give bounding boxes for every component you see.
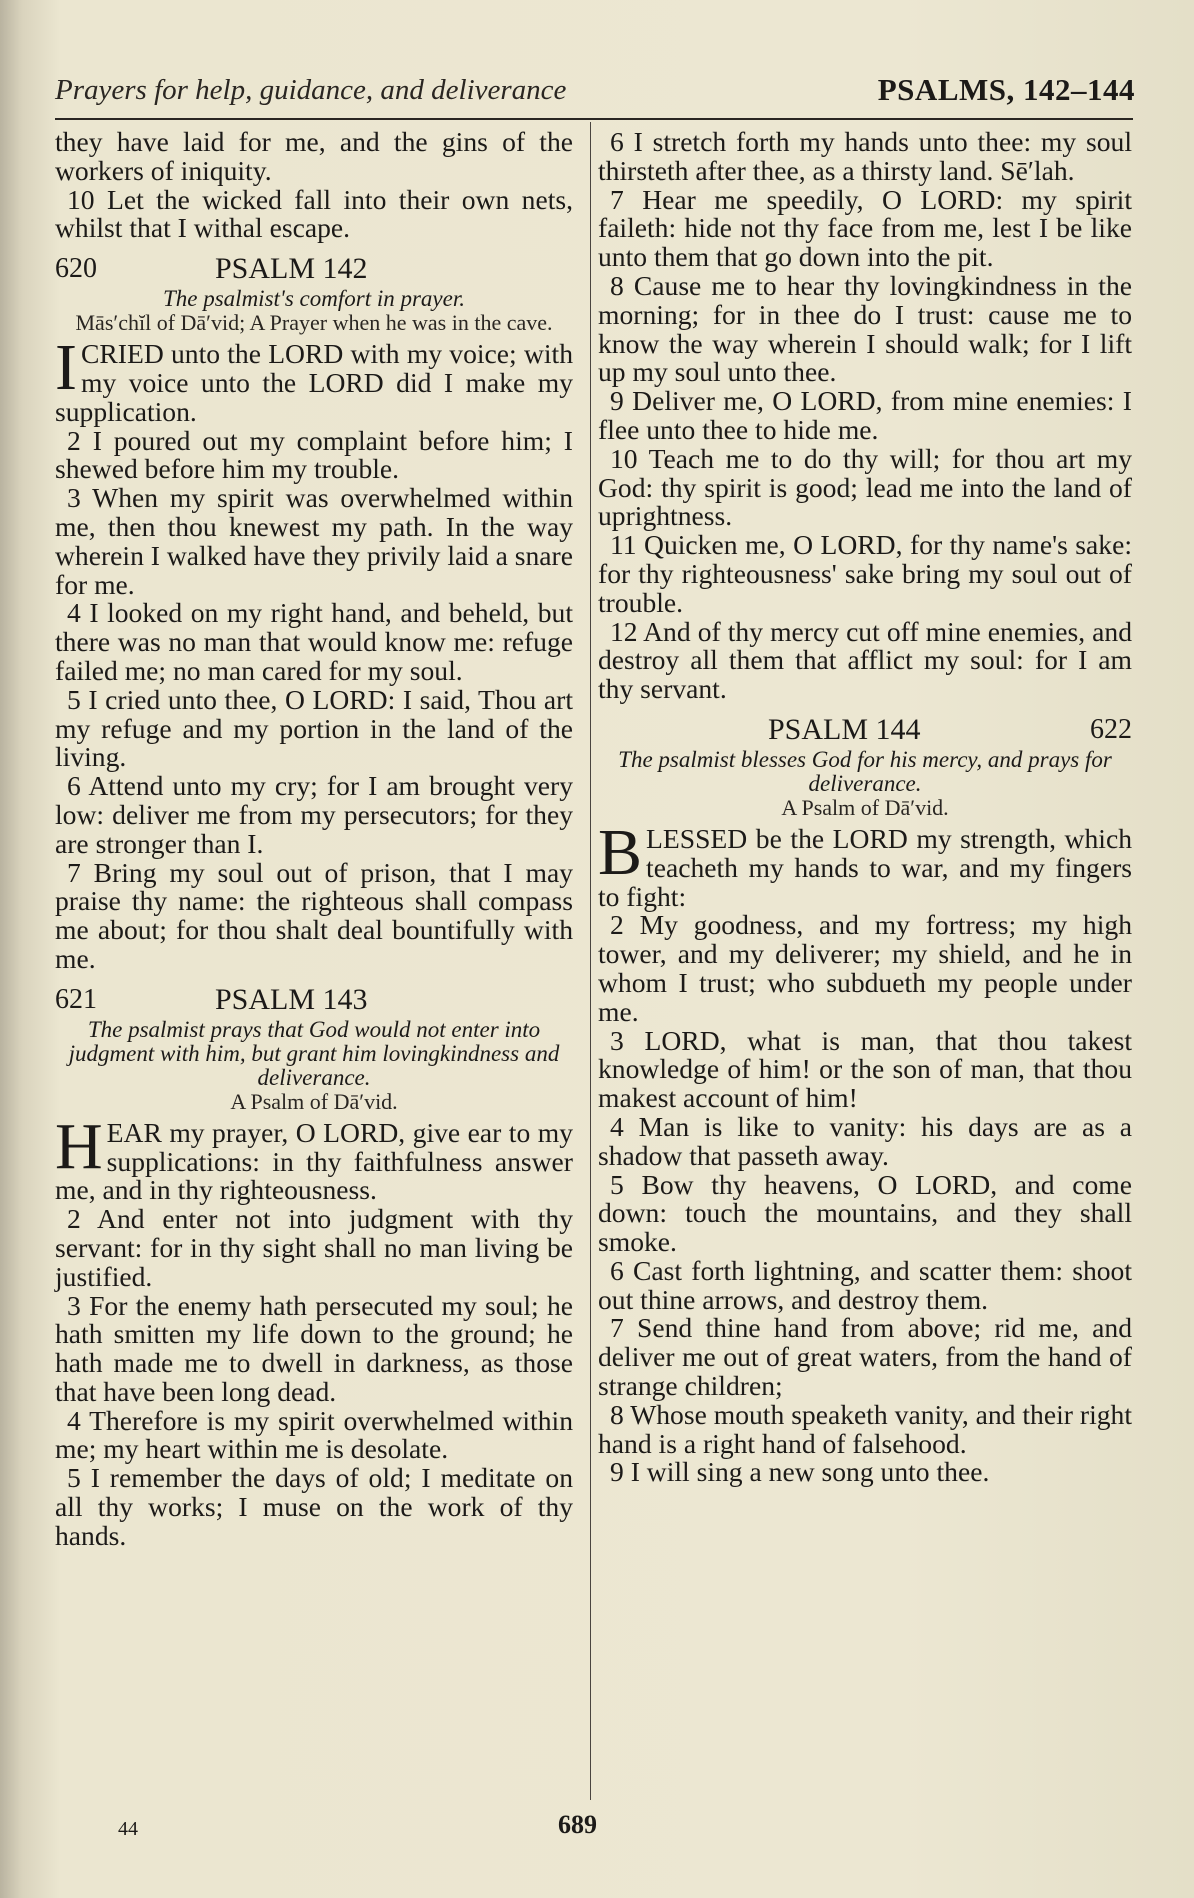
- page-footer: [0, 1810, 1194, 1850]
- verse: 9 Deliver me, O LORD, from mine enemies: I flee unto thee to hide me.: [598, 385, 1132, 445]
- verse: 10 Let the wicked fall into their own nets, whilst that I withal escape.: [55, 183, 573, 244]
- hymn-number: 621: [55, 983, 97, 1015]
- verse: 4 I looked on my right hand, and beheld, but there was no man that would know me: refuge failed me; no man cared for my soul.: [55, 597, 573, 686]
- verse: 2 And enter not into judgment with thy servant: for in thy sight shall no man living be justified.: [55, 1203, 573, 1292]
- verse: 2 I poured out my complaint before him; I shewed before him my trouble.: [55, 424, 573, 485]
- psalm-143-heading: [55, 982, 573, 1018]
- verse: 6 Attend unto my cry; for I am brought very low: deliver me from my persecutors; for they are stronger than I.: [55, 770, 573, 859]
- hymn-number: 622: [1090, 713, 1132, 745]
- psalm-summary: The psalmist's comfort in prayer.: [162, 286, 465, 312]
- verse: 6 Cast forth lightning, and scatter them: shoot out thine arrows, and destroy them.: [598, 1254, 1132, 1315]
- verse: 3 LORD, what is man, that thou takest knowledge of him! or the son of man, that thou makest account of him!: [598, 1024, 1132, 1114]
- verse: 11 Quicken me, O LORD, for thy name's sake: for thy righteousness' sake bring my soul out of trouble.: [598, 529, 1132, 618]
- running-header: [55, 72, 1135, 112]
- verse-text: LESSED be the LORD my strength, which teacheth my hands to war, and my fingers to fight:: [598, 822, 1132, 912]
- verse: 5 Bow thy heavens, O LORD, and come down: touch the mountains, and they shall smoke.: [598, 1168, 1132, 1258]
- verse: 8 Whose mouth speaketh vanity, and their right hand is a right hand of falsehood.: [598, 1398, 1132, 1459]
- psalm-superscription: Mās′chĭl of Dā′vid; A Prayer when he was in the cave.: [75, 310, 553, 336]
- psalm-title: PSALM 142: [215, 252, 368, 286]
- verse: 8 Cause me to hear thy lovingkindness in the morning; for in thee do I trust: cause me to know the way wherein I should walk; for I lift up my soul unto thee.: [598, 269, 1132, 388]
- drop-cap: I: [55, 331, 77, 405]
- psalm-144-heading: [598, 712, 1132, 748]
- drop-cap: B: [598, 815, 643, 889]
- verse: 3 When my spirit was overwhelmed within me, then thou knewest my path. In the way wherein I walked have they privily laid a snare for me.: [55, 482, 573, 600]
- psalm-summary: The psalmist prays that God would not enter into judgment with him, but grant him lovingkindness and deliverance.: [68, 1016, 560, 1090]
- psalm-first-verse: [55, 331, 573, 427]
- verse-text: EAR my prayer, O LORD, give ear to my supplications: in thy faithfulness answer me, and in thy righteousness.: [55, 1116, 573, 1206]
- psalm-title: PSALM 143: [215, 982, 368, 1016]
- verse: 7 Send thine hand from above; rid me, and deliver me out of great waters, from the hand of strange children;: [598, 1312, 1132, 1402]
- psalm-superscription: A Psalm of Dā′vid.: [230, 1088, 398, 1114]
- psalm-title: PSALM 144: [768, 712, 921, 746]
- verse-continuation: they have laid for me, and the gins of the workers of iniquity.: [55, 126, 573, 186]
- page-number: 689: [558, 1810, 597, 1839]
- header-rule: [55, 118, 1133, 120]
- psalm-superscription: A Psalm of Dā′vid.: [781, 794, 949, 820]
- left-column: [55, 128, 573, 1551]
- verse: 5 I remember the days of old; I meditate on all thy works; I muse on the work of thy hands.: [55, 1462, 573, 1551]
- verse: 6 I stretch forth my hands unto thee: my soul thirsteth after thee, as a thirsty land. Sē′lah.: [598, 126, 1132, 186]
- psalm-142-heading: [55, 252, 573, 287]
- folio-mark: 44: [118, 1818, 138, 1840]
- running-header-book: PSALMS, 142–144: [877, 72, 1135, 107]
- psalm-first-verse: [598, 815, 1132, 912]
- psalm-summary: The psalmist blesses God for his mercy, and prays for deliverance.: [618, 746, 1112, 796]
- verse: 7 Hear me speedily, O LORD: my spirit faileth: hide not thy face from me, lest I be like unto them that go down into the pit.: [598, 183, 1132, 273]
- hymn-number: 620: [55, 253, 97, 285]
- psalm-first-verse: [55, 1109, 573, 1206]
- verse: 4 Therefore is my spirit overwhelmed within me; my heart within me is desolate.: [55, 1404, 573, 1465]
- running-header-subtitle: Prayers for help, guidance, and deliverance: [55, 74, 567, 106]
- verse: 5 I cried unto thee, O LORD: I said, Thou art my refuge and my portion in the land of the living.: [55, 683, 573, 773]
- verse: 12 And of thy mercy cut off mine enemies, and destroy all them that afflict my soul: for I am thy servant.: [598, 615, 1132, 705]
- verse: 9 I will sing a new song unto thee.: [610, 1456, 990, 1488]
- verse: 7 Bring my soul out of prison, that I may praise thy name: the righteous shall compass me about; for thou shalt deal bountifully with me.: [55, 856, 573, 974]
- verse: 2 My goodness, and my fortress; my high tower, and my deliverer; my shield, and he in whom I trust; who subdueth my people under me.: [598, 909, 1132, 1027]
- verse: 3 For the enemy hath persecuted my soul; he hath smitten my life down to the ground; he hath made me to dwell in darkness, as those that have been long dead.: [55, 1289, 573, 1407]
- verse: 4 Man is like to vanity: his days are as a shadow that passeth away.: [598, 1110, 1132, 1171]
- drop-cap: H: [55, 1109, 103, 1183]
- verse: 10 Teach me to do thy will; for thou art my God: thy spirit is good; lead me into the land of uprightness.: [598, 442, 1132, 532]
- verse-text: CRIED unto the LORD with my voice; with my voice unto the LORD did I make my supplication.: [55, 338, 573, 427]
- right-column: [598, 128, 1132, 1487]
- column-divider: [590, 122, 591, 1800]
